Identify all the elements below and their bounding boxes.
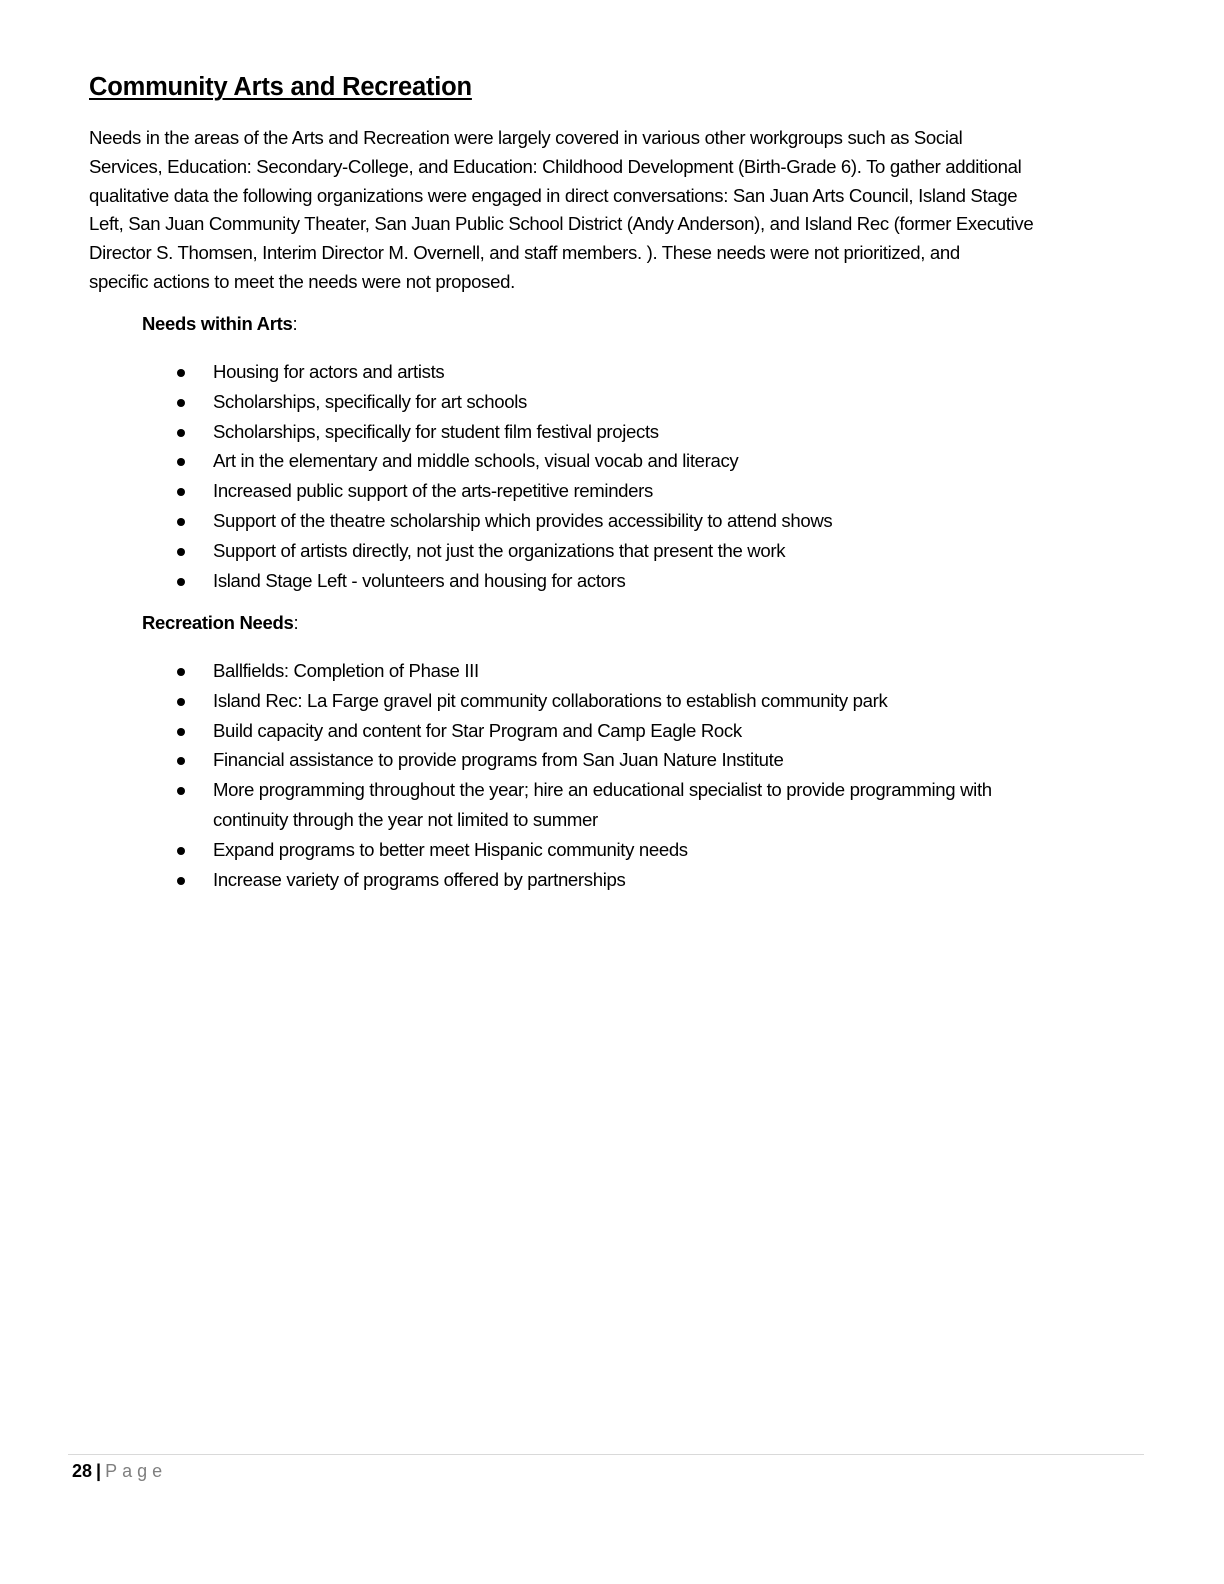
page-label: Page (105, 1461, 168, 1481)
bullet-icon (177, 757, 185, 765)
intro-line: specific actions to meet the needs were not proposed. (89, 270, 515, 292)
bullet-icon (177, 668, 185, 676)
footer-separator: | (96, 1461, 102, 1481)
bullet-icon (177, 399, 185, 407)
list-item: More programming throughout the year; hire an educational specialist to provide programming with (0, 775, 992, 805)
arts-heading: Needs within Arts: (142, 313, 298, 334)
list-item: Support of the theatre scholarship which provides accessibility to attend shows (0, 506, 832, 536)
recreation-needs-list (0, 656, 992, 894)
list-item: Housing for actors and artists (0, 357, 832, 387)
bullet-icon (177, 369, 185, 377)
bullet-icon (177, 578, 185, 586)
list-item: Island Stage Left - volunteers and housing for actors (0, 566, 832, 596)
footer-divider (68, 1454, 1144, 1455)
list-item: Support of artists directly, not just the organizations that present the work (0, 536, 832, 566)
list-item: Build capacity and content for Star Program and Camp Eagle Rock (0, 716, 992, 746)
section-title: Community Arts and Recreation (89, 73, 472, 101)
list-item: Increased public support of the arts-repetitive reminders (0, 476, 832, 506)
list-item: Scholarships, specifically for art schools (0, 387, 832, 417)
list-item: Financial assistance to provide programs from San Juan Nature Institute (0, 745, 992, 775)
bullet-icon (177, 488, 185, 496)
bullet-icon (177, 698, 185, 706)
intro-line: qualitative data the following organizations were engaged in direct conversations: San Juan Arts Council, Island Stage (89, 184, 1018, 206)
bullet-icon (177, 548, 185, 556)
list-item: Ballfields: Completion of Phase III (0, 656, 992, 686)
list-item: Island Rec: La Farge gravel pit community collaborations to establish community park (0, 686, 992, 716)
arts-needs-list (0, 357, 832, 595)
intro-line: Director S. Thomsen, Interim Director M. Overnell, and staff members. ). These needs were not prioritized, and (89, 242, 960, 264)
bullet-icon (177, 877, 185, 885)
page-footer (72, 1461, 167, 1482)
bullet-icon (177, 787, 185, 795)
intro-paragraph (89, 124, 1139, 297)
bullet-icon (177, 458, 185, 466)
list-item: Scholarships, specifically for student film festival projects (0, 417, 832, 447)
bullet-icon (177, 429, 185, 437)
bullet-icon (177, 518, 185, 526)
page-number: 28 (72, 1461, 93, 1481)
bullet-icon (177, 847, 185, 855)
recreation-heading: Recreation Needs: (142, 612, 299, 633)
list-item: Expand programs to better meet Hispanic community needs (0, 835, 992, 865)
intro-line: Services, Education: Secondary-College, and Education: Childhood Development (Birth-Grade 6). To gather additional (89, 155, 1022, 177)
list-item: Increase variety of programs offered by partnerships (0, 865, 992, 895)
list-item: Art in the elementary and middle schools, visual vocab and literacy (0, 446, 832, 476)
list-item-continuation: continuity through the year not limited to summer (213, 808, 598, 830)
intro-line: Left, San Juan Community Theater, San Juan Public School District (Andy Anderson), and Island Rec (former Executive (89, 213, 1034, 235)
intro-line: Needs in the areas of the Arts and Recreation were largely covered in various other workgroups such as Social (89, 127, 963, 148)
bullet-icon (177, 728, 185, 736)
